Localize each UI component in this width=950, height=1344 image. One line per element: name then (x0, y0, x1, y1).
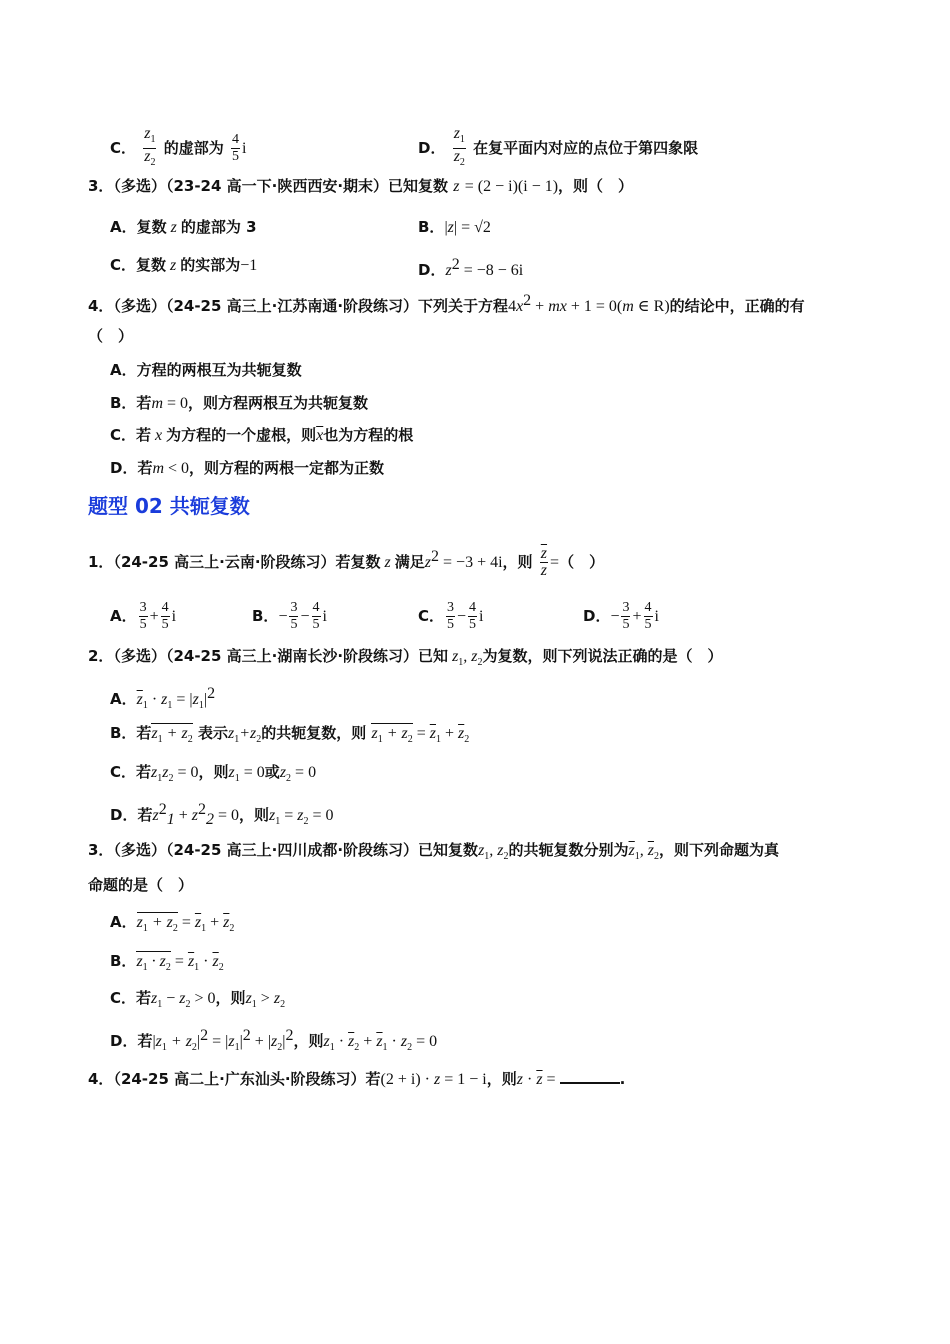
option-label: B． (252, 607, 279, 625)
question-text: 命题的是（ ） (88, 876, 194, 894)
option-label: C．若 (110, 763, 152, 781)
option-c: C．复数 z 的实部为−1 (110, 256, 258, 274)
option-text: ，则 (238, 806, 269, 824)
question-text-end: 的结论中，正确的有 (669, 297, 805, 315)
option-d: D．若$|z_1 + z_2|^2 = |z_1|^2 + |z_2|^2$，则$z_1 \cdot \overline{z}_2 + \overline{z}_1 \cdot z_2 = 0$ (110, 1027, 438, 1054)
option-c: C． $\frac{3}{5}$ − $\frac{4}{5}$ i (418, 600, 484, 632)
question-source: （24-25 高三上·湖南长沙·阶段练习） (165, 647, 419, 665)
question-text: 若复数 (335, 553, 381, 571)
question-text-end: ，则（ ） (558, 177, 634, 195)
option-c: C． $\frac{z_1}{z_2}$ 的虚部为 $\frac{4}{5}$ i (110, 126, 246, 171)
option-text: 也为方程的根 (323, 426, 414, 444)
option-c: C．若 x 为方程的一个虚根，则$\overline{x}$也为方程的根 (110, 426, 414, 444)
question-4-paren (88, 326, 133, 346)
question-source: （24-25 高三上·江苏南通·阶段练习） (165, 297, 419, 315)
question-3-stem-line2 (88, 875, 193, 895)
option-text: 复数 (136, 218, 167, 236)
question-text: 已知复数 (388, 177, 449, 195)
option-d: D．− $\frac{3}{5}$ + $\frac{4}{5}$ i (583, 600, 659, 632)
option-text: 表示 (197, 724, 228, 742)
option-label: D．若 (110, 806, 153, 824)
question-text: ，则下列命题为真 (659, 841, 780, 859)
option-a: A．$\overline{z}_1 \cdot z_1 = |z_1|^2$ (110, 685, 216, 712)
option-text: ，则 (215, 989, 246, 1007)
option-label: C．若 (110, 426, 152, 444)
option-b: B．|z| = √2 (418, 218, 491, 236)
question-text: 已知 (418, 647, 449, 665)
question-number: 3． (88, 841, 114, 859)
option-text: ，则方程两根互为共轭复数 (188, 394, 369, 412)
question-3-stem: 3．（多选）（24-25 高三上·四川成都·阶段练习）已知复数$z_1$, $z_2$的共轭复数分别为$\overline{z}_1$, $\overline{z}_2$，则下列命题为真 (88, 841, 780, 863)
section-title: 题型 02 共轭复数 (88, 494, 250, 518)
option-label: D． (418, 261, 446, 279)
question-text: 的共轭复数分别为 (508, 841, 629, 859)
option-d: D．若$z^2_1 + z^2_2 = 0$，则$z_1 = z_2 = 0$ (110, 801, 334, 828)
question-end: . (619, 1070, 626, 1088)
option-d: D．$z^2 = -8 - 6i$ (418, 256, 524, 279)
question-tag: （多选） (113, 297, 166, 315)
question-number: 3． (88, 177, 114, 195)
option-label: A． (110, 607, 137, 625)
option-b: B．− $\frac{3}{5}$ − $\frac{4}{5}$ i (252, 600, 327, 632)
option-text: 的共轭复数，则 (261, 724, 367, 742)
option-a (110, 360, 302, 380)
option-text: 为方程的一个虚根，则 (166, 426, 317, 444)
question-source: （24-25 高三上·四川成都·阶段练习） (165, 841, 419, 859)
option-label: B． (110, 952, 137, 970)
question-text: 下列关于方程 (418, 297, 509, 315)
option-c: C．若$z_1 - z_2 > 0$，则$z_1 > z_2$ (110, 989, 286, 1011)
option-text: A．方程的两根互为共轭复数 (110, 361, 302, 379)
option-label: C． (418, 607, 445, 625)
answer-blank[interactable] (560, 1066, 620, 1084)
option-label: C．若 (110, 989, 152, 1007)
question-4-stem: 4．（24-25 高二上·广东汕头·阶段练习）若(2 + i) · z = 1 − i，则$z \cdot \overline{z}$ = . (88, 1066, 625, 1090)
question-source: （24-25 高二上·广东汕头·阶段练习） (113, 1070, 366, 1088)
answer-paren: （ ） (88, 327, 134, 345)
option-text: ，则方程的两根一定都为正数 (189, 459, 385, 477)
option-d (418, 126, 698, 171)
question-tag: （多选） (113, 177, 166, 195)
option-text: 的虚部为 3 (180, 218, 257, 236)
option-text: ，则 (198, 763, 229, 781)
fraction-z1-z2: $\frac{z_1}{z_2}$ (144, 125, 156, 169)
option-label: A． (110, 913, 137, 931)
option-label: B．若 (110, 394, 152, 412)
question-tag: （多选） (113, 647, 166, 665)
option-label: A． (110, 218, 137, 236)
option-a: A．复数 z 的虚部为 3 (110, 218, 257, 236)
option-text: ，则 (293, 1032, 324, 1050)
fraction-zbar-over-z: $\frac{\overline{z}}{z}$ (540, 545, 548, 579)
question-1-stem: 1．（24-25 高三上·云南·阶段练习）若复数 z 满足$z^2 = -3 + 4i$，则 $\frac{\overline{z}}{z}$ =（ ） (88, 545, 605, 579)
option-label: D． (583, 607, 611, 625)
fraction-z1-z2: $\frac{z_1}{z_2}$ (453, 125, 465, 169)
option-label: C． (110, 256, 137, 274)
question-source: （23-24 高一下·陕西西安·期末） (165, 177, 389, 195)
option-c: C．若$z_1z_2 = 0$，则$z_1 = 0$或$z_2 = 0$ (110, 763, 317, 785)
question-number: 1． (88, 553, 114, 571)
option-a: A．$z_1 + z_2 = \overline{z}_1 + \overline{z}_2$ (110, 913, 235, 935)
fraction-4-5: $\frac{4}{5}$ (231, 132, 239, 165)
option-label: D．若 (110, 459, 153, 477)
option-text: 的实部为 (180, 256, 241, 274)
option-b: B．若$z_1 + z_2$ 表示$z_1+z_2$的共轭复数，则 $z_1 + z_2 = \overline{z}_1 + \overline{z}_2$ (110, 724, 470, 746)
option-text: 的虚部为 (163, 139, 224, 158)
question-number: 2． (88, 647, 114, 665)
question-text-end: 为复数，则下列说法正确的是（ ） (482, 647, 723, 665)
option-label: C． (110, 139, 137, 158)
option-label: A． (110, 690, 137, 708)
option-b: B．$z_1 \cdot z_2 = \overline{z}_1 \cdot \overline{z}_2$ (110, 952, 224, 974)
question-text: 满足 (394, 553, 425, 571)
question-2-stem: 2．（多选）（24-25 高三上·湖南长沙·阶段练习）已知 $z_1$, $z_2$为复数，则下列说法正确的是（ ） (88, 647, 723, 669)
question-source: （24-25 高三上·云南·阶段练习） (113, 553, 336, 571)
question-4-stem: 4．（多选）（24-25 高三上·江苏南通·阶段练习）下列关于方程$4x^2$ + mx + 1 = 0(m ∈ R)的结论中，正确的有 (88, 292, 805, 315)
option-a: A． $\frac{3}{5}$ + $\frac{4}{5}$ i (110, 600, 177, 632)
question-text: ，则 (502, 553, 533, 571)
question-tag: （多选） (113, 841, 166, 859)
option-label: B．若 (110, 724, 152, 742)
question-number: 4． (88, 1070, 114, 1088)
question-text-end: （ ） (559, 553, 605, 571)
question-3-stem: 3．（多选）（23-24 高一下·陕西西安·期末）已知复数 z = (2 − i)(i − 1)，则（ ） (88, 177, 634, 195)
option-text: 复数 (136, 256, 167, 274)
option-label: D．若 (110, 1032, 153, 1050)
option-text: 或 (264, 763, 280, 781)
option-d: D．若m < 0，则方程的两根一定都为正数 (110, 459, 385, 477)
option-text: 在复平面内对应的点位于第四象限 (473, 139, 699, 158)
option-label: D． (418, 139, 446, 158)
question-text: 已知复数 (418, 841, 479, 859)
option-b: B．若m = 0，则方程两根互为共轭复数 (110, 394, 369, 412)
question-text: ，则 (486, 1070, 517, 1088)
question-text: 若 (365, 1070, 381, 1088)
question-number: 4． (88, 297, 114, 315)
option-label: B． (418, 218, 445, 236)
